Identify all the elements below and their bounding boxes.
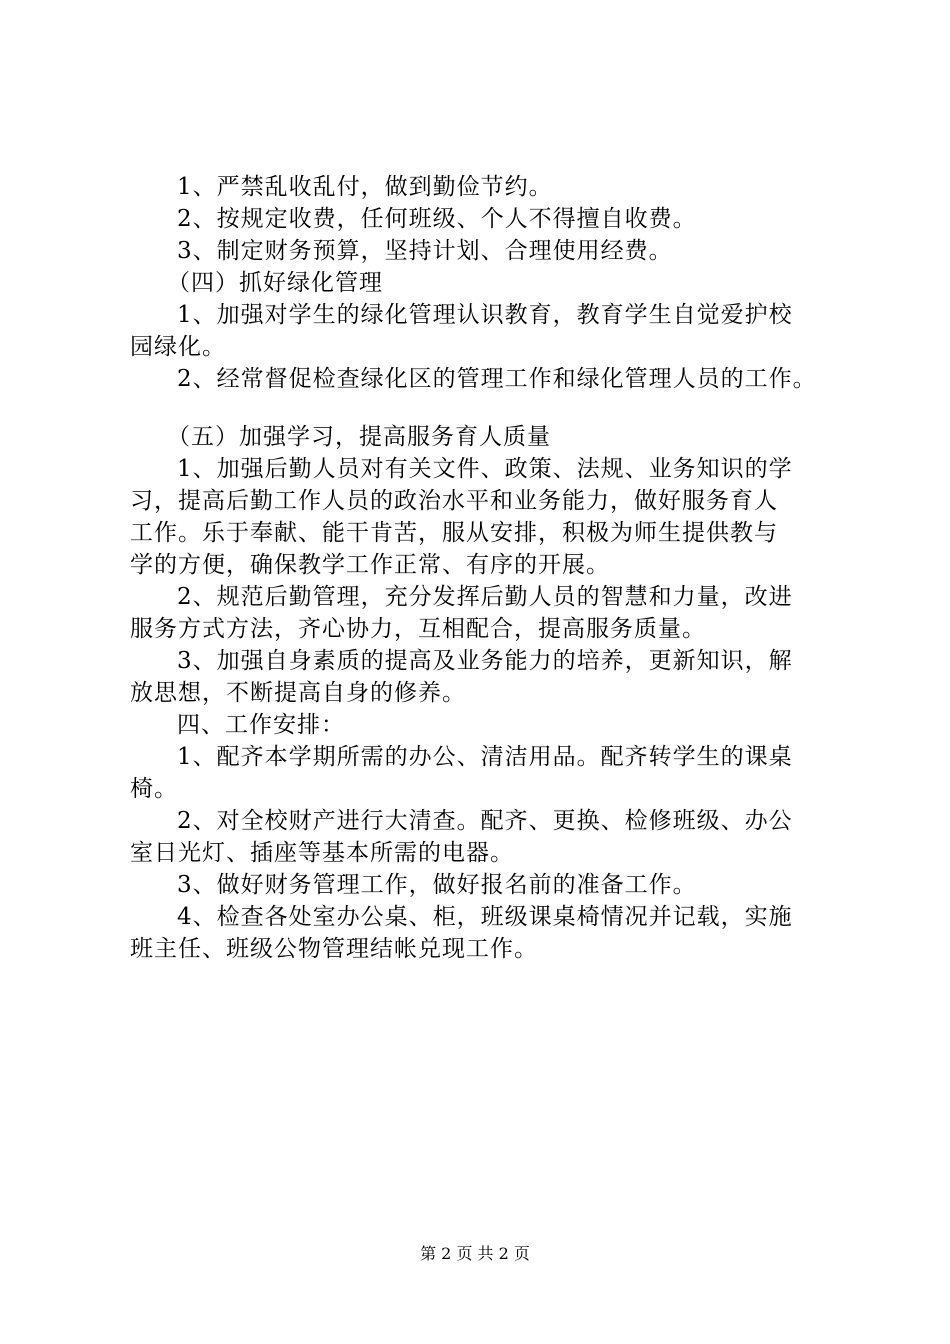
paragraph-line: 1、严禁乱收乱付，做到勤俭节约。 bbox=[177, 174, 553, 200]
paragraph-line: 工作。乐于奉献、能干肯苦，服从安排，积极为师生提供教与 bbox=[130, 520, 778, 546]
paragraph-line: 园绿化。 bbox=[130, 334, 226, 360]
paragraph-line: 放思想，不断提高自身的修养。 bbox=[130, 680, 466, 706]
document-body bbox=[130, 171, 835, 965]
paragraph-line: 4、检查各处室办公桌、柜，班级课桌椅情况并记载，实施 bbox=[177, 904, 793, 930]
paragraph-line: 1、配齐本学期所需的办公、清洁用品。配齐转学生的课桌 bbox=[177, 744, 793, 770]
paragraph-line: 班主任、班级公物管理结帐兑现工作。 bbox=[130, 936, 538, 962]
paragraph-line: 学的方便，确保教学工作正常、有序的开展。 bbox=[130, 552, 610, 578]
section-heading: 四、工作安排： bbox=[177, 712, 345, 738]
paragraph-line: 2、规范后勤管理，充分发挥后勤人员的智慧和力量，改进 bbox=[177, 584, 793, 610]
paragraph-line: 服务方式方法，齐心协力，互相配合，提高服务质量。 bbox=[130, 616, 706, 642]
paragraph-line: 2、按规定收费，任何班级、个人不得擅自收费。 bbox=[177, 206, 697, 232]
paragraph-line: 习，提高后勤工作人员的政治水平和业务能力，做好服务育人 bbox=[130, 488, 778, 514]
paragraph-gap bbox=[130, 395, 835, 421]
paragraph-line: 3、做好财务管理工作，做好报名前的准备工作。 bbox=[177, 872, 697, 898]
paragraph-line: 1、加强对学生的绿化管理认识教育，教育学生自觉爱护校 bbox=[177, 302, 793, 328]
paragraph-line: 椅。 bbox=[130, 776, 178, 802]
paragraph-line: 3、加强自身素质的提高及业务能力的培养，更新知识，解 bbox=[177, 648, 793, 674]
section-heading: （四）抓好绿化管理 bbox=[167, 270, 383, 296]
paragraph-line: 1、加强后勤人员对有关文件、政策、法规、业务知识的学 bbox=[177, 456, 793, 482]
section-heading: （五）加强学习，提高服务育人质量 bbox=[167, 424, 551, 450]
paragraph-line: 2、经常督促检查绿化区的管理工作和绿化管理人员的工作。 bbox=[177, 366, 817, 392]
page-number-footer: 第 2 页 共 2 页 bbox=[420, 1244, 530, 1263]
paragraph-line: 3、制定财务预算，坚持计划、合理使用经费。 bbox=[177, 238, 673, 264]
paragraph-line: 室日光灯、插座等基本所需的电器。 bbox=[130, 840, 514, 866]
paragraph-line: 2、对全校财产进行大清查。配齐、更换、检修班级、办公 bbox=[177, 808, 793, 834]
